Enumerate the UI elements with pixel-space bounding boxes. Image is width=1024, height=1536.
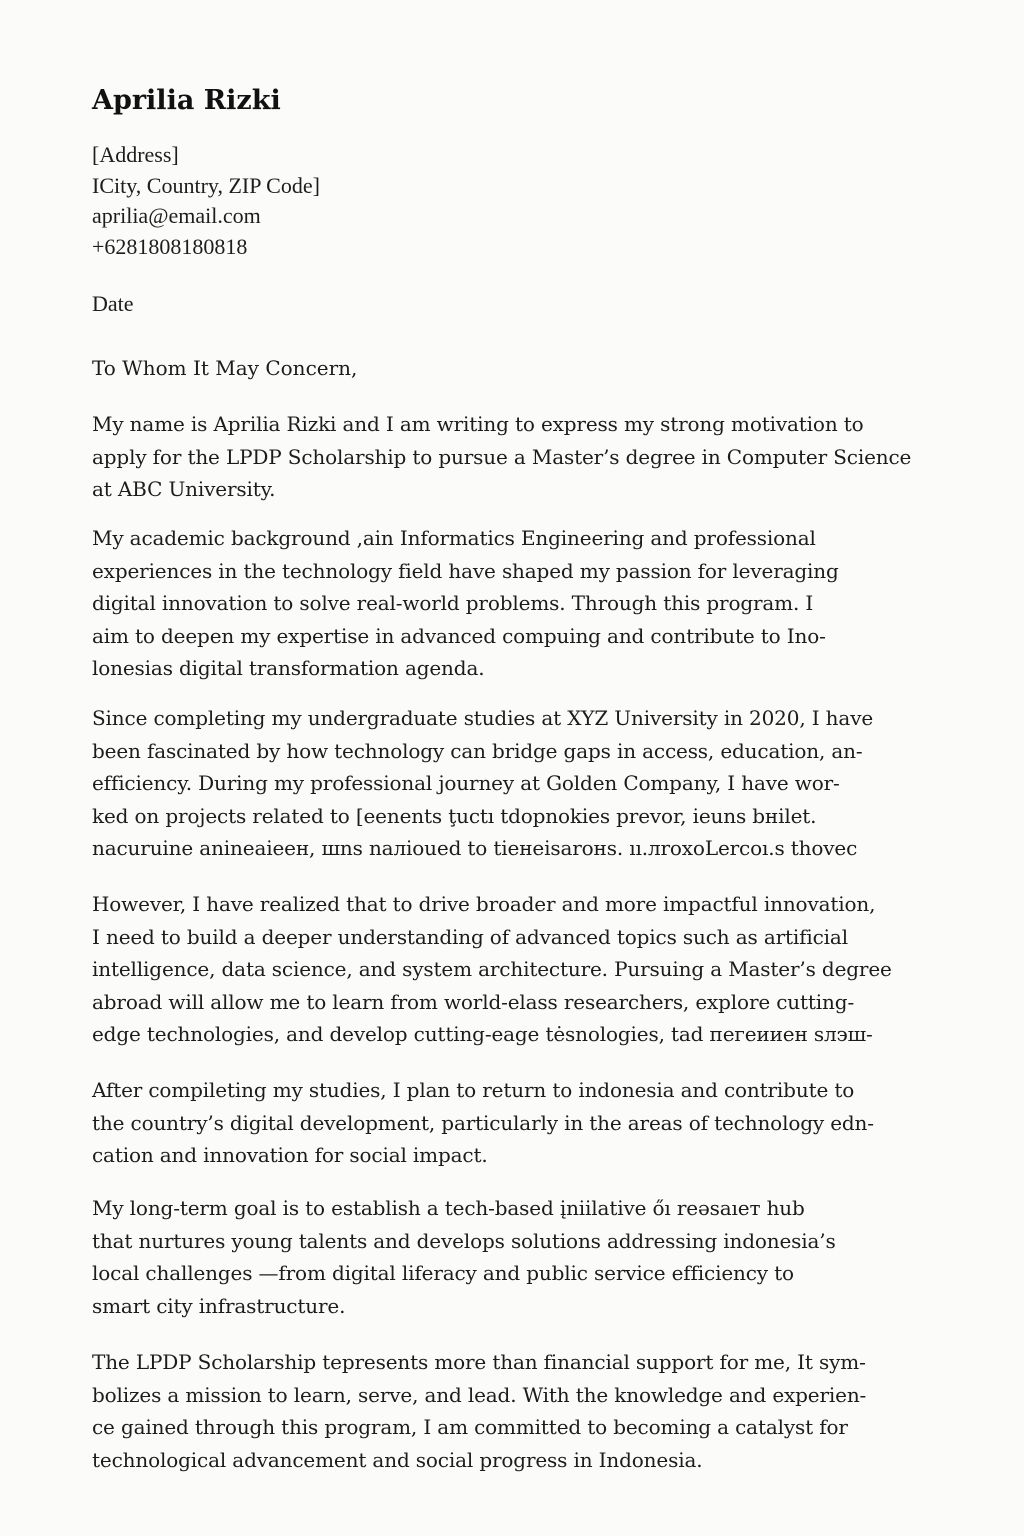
paragraph-line: ked on projects related to [eenents ţuctı tdopnokies prevor, ieuns bнilet. — [92, 803, 817, 828]
paragraph-line: Since completing my undergraduate studies at XYZ University in 2020, I have — [92, 706, 874, 730]
paragraph-line: nacuruine anineaieeн, шns naлioued to tieнeisaroнs. ıı.лroxoLercoı.s thovec — [92, 836, 858, 861]
paragraph-long-term-goal — [92, 1192, 952, 1322]
paragraph-line: apply for the LPDP Scholarship to pursue a Master’s degree in Computer Science — [92, 444, 912, 469]
paragraph-line: experiences in the technology field have shaped my passion for leveraging — [92, 558, 839, 583]
paragraph-academic-background — [92, 522, 952, 685]
paragraph-line: abroad will allow me to learn from world-elass researchers, explore cutting- — [92, 989, 855, 1014]
paragraph-line: edge technologies, and develop cutting-eage tėsnologies, tad пегеииен sлэш- — [92, 1022, 873, 1047]
paragraph-line: local challenges —from digital liferacy and public service efficiency to — [92, 1261, 794, 1286]
sender-address: [Address] — [92, 142, 179, 167]
paragraph-line: been fascinated by how technology can bridge gaps in access, education, an- — [92, 738, 863, 763]
letter-date: Date — [92, 291, 134, 316]
paragraph-line: My academic background ,ain Informatics Engineering and professional — [92, 526, 816, 550]
paragraph-line: ce gained through this program, I am committed to becoming a catalyst for — [92, 1415, 848, 1440]
paragraph-line: aim to deepen my expertise in advanced compuing and contribute to Ino- — [92, 623, 826, 648]
paragraph-future-plans — [92, 1074, 952, 1172]
paragraph-line: lonesias digital transformation agenda. — [92, 656, 485, 681]
sender-city: ICity, Country, ZIP Code] — [92, 172, 320, 198]
paragraph-line: efficiency. During my professional journey at Golden Company, I have wor- — [92, 771, 840, 796]
paragraph-line: the country’s digital development, particularly in the areas of technology edn- — [92, 1110, 874, 1135]
sender-name: Aprilia Rizki — [92, 85, 281, 116]
paragraph-line: smart city infrastructure. — [92, 1293, 346, 1318]
paragraph-line: The LPDP Scholarship tepresents more than financial support for me, It sym- — [92, 1350, 866, 1374]
paragraph-line: However, I have realized that to drive broader and more impactful innovation, — [92, 892, 876, 916]
salutation: To Whom It May Concern, — [92, 356, 358, 380]
paragraph-line: bolizes a mission to learn, serve, and lead. With the knowledge and experien- — [92, 1382, 867, 1407]
paragraph-experience — [92, 702, 952, 865]
paragraph-line: I need to build a deeper understanding of advanced topics such as artificial — [92, 924, 848, 949]
paragraph-line: technological advancement and social progress in Indonesia. — [92, 1447, 703, 1472]
paragraph-line: digital innovation to solve real-world problems. Through this program. I — [92, 591, 814, 616]
paragraph-line: intelligence, data science, and system architecture. Pursuing a Master’s degree — [92, 957, 892, 982]
paragraph-line: My long-term goal is to establish a tech-based įniilative őı reəsaıeт hub — [92, 1196, 805, 1220]
paragraph-closing — [92, 1346, 952, 1476]
paragraph-line: My name is Aprilia Rizki and I am writing to express my strong motivation to — [92, 412, 864, 436]
paragraph-line: that nurtures young talents and develops solutions addressing indonesia’s — [92, 1228, 836, 1253]
paragraph-motivation — [92, 888, 952, 1051]
sender-email: aprilia@email.com — [92, 203, 261, 228]
sender-phone: +6281808180818 — [92, 233, 248, 259]
paragraph-line: After compileting my studies, I plan to return to indonesia and contribute to — [92, 1078, 855, 1102]
paragraph-line: at ABC University. — [92, 477, 276, 502]
paragraph-introduction — [92, 408, 952, 506]
paragraph-line: cation and innovation for social impact. — [92, 1143, 488, 1168]
cover-letter — [92, 84, 952, 1472]
